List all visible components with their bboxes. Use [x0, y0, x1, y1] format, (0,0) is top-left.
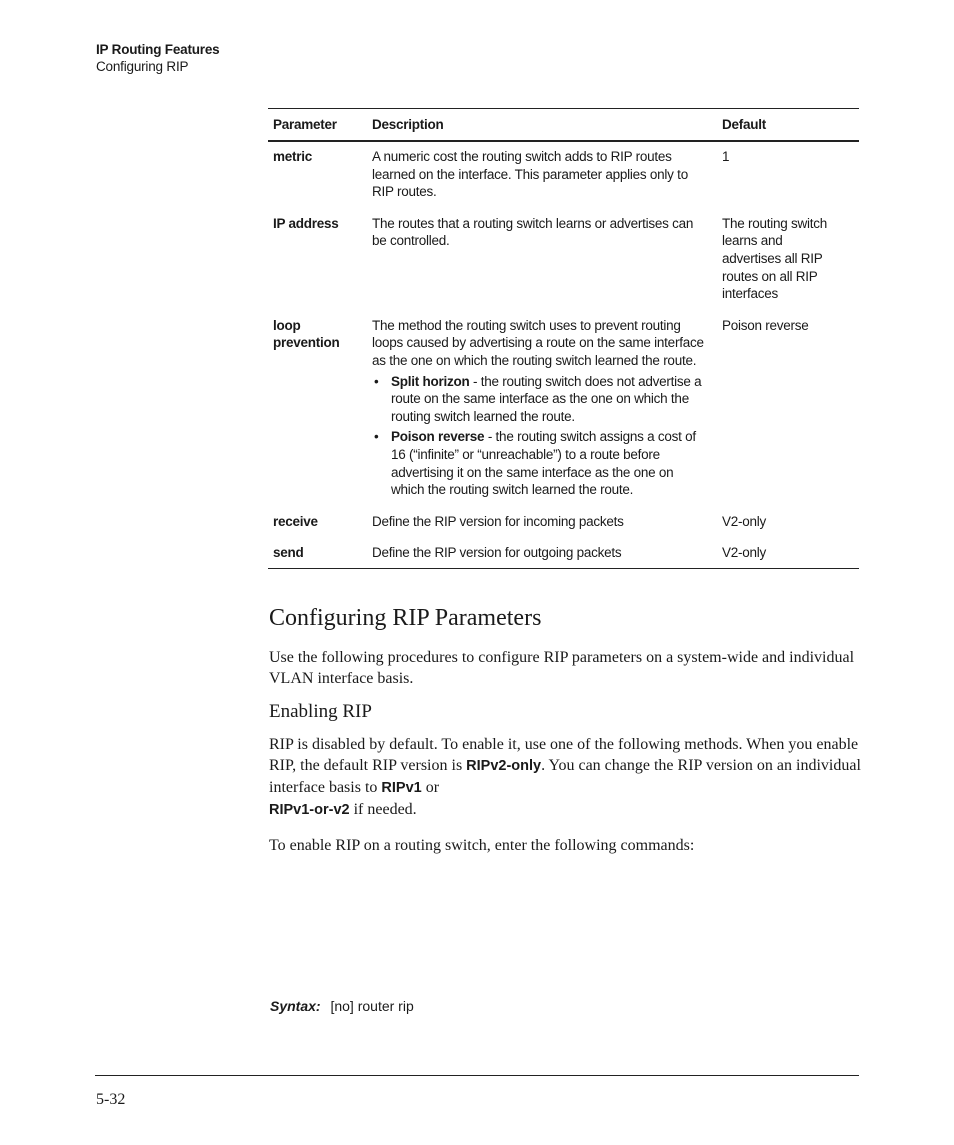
table-header-row [268, 109, 859, 142]
subsection-heading: Enabling RIP [269, 701, 372, 722]
syntax-label: Syntax: [270, 998, 321, 1014]
table-row [268, 310, 859, 509]
column-header-parameter: Parameter [273, 116, 337, 132]
parameter-cell: metric [273, 149, 313, 164]
bullet-text: - the routing switch does not advertise a route on the same interface as the one on which the routing switch learned the route. [391, 373, 702, 424]
table-row [268, 537, 859, 568]
enabling-rip-paragraph [269, 734, 861, 821]
description-cell: Define the RIP version for incoming packets [372, 513, 624, 529]
bullet-term: Split horizon [391, 373, 470, 389]
table-row [268, 142, 859, 208]
paragraph-text: . You can change the RIP version on an individual interface basis to [269, 757, 861, 796]
chapter-title: IP Routing Features [96, 42, 220, 57]
section-intro: Use the following procedures to configure RIP parameters on a system-wide and individual VLAN interface basis. [269, 649, 855, 687]
bullet-list [372, 373, 708, 499]
description-cell: The routes that a routing switch learns or advertises can be controlled. [372, 215, 694, 249]
bullet-text: - the routing switch assigns a cost of 16 (“infinite” or “unreachable”) to a route before advertising it on the same interface as the one on which the routing switch learned the route. [391, 429, 696, 498]
syntax-command: [no] router rip [330, 998, 414, 1014]
description-text: The method the routing switch uses to prevent routing loops caused by advertising a route on the same interface as the one on which the routing switch learned the route. [372, 317, 704, 368]
default-cell: V2-only [722, 545, 767, 561]
table-row [268, 509, 859, 538]
parameter-cell: receive [273, 513, 318, 529]
keyword-ripv1: RIPv1 [381, 780, 422, 796]
default-cell: 1 [722, 149, 730, 164]
default-cell: Poison reverse [722, 317, 809, 333]
table-row [268, 208, 859, 310]
section-heading: Configuring RIP Parameters [269, 605, 542, 631]
parameter-cell: loop prevention [273, 317, 340, 351]
parameter-table [268, 108, 859, 569]
keyword-ripv1-or-v2: RIPv1-or-v2 [269, 802, 350, 818]
parameter-cell: send [273, 545, 304, 561]
syntax-line [270, 997, 414, 1015]
default-cell: V2-only [722, 513, 767, 529]
bullet-term: Poison reverse [391, 429, 485, 445]
column-header-default: Default [722, 116, 767, 132]
paragraph-text: if needed. [349, 801, 417, 818]
running-head [96, 41, 219, 75]
section-title: Configuring RIP [96, 59, 189, 74]
paragraph-text: RIP is disabled by default. To enable it, use one of the following methods. When you enable RIP, the default RIP version is [269, 736, 859, 774]
column-header-description: Description [372, 116, 444, 132]
description-cell [372, 317, 716, 502]
default-cell: The routing switch learns and advertises all RIP routes on all RIP interfaces [722, 215, 828, 302]
paragraph-text: or [421, 779, 440, 796]
description-cell: A numeric cost the routing switch adds to RIP routes learned on the interface. This parameter applies only to RIP routes. [372, 149, 688, 200]
instruction-paragraph: To enable RIP on a routing switch, enter the following commands: [269, 837, 695, 854]
description-cell: Define the RIP version for outgoing packets [372, 545, 622, 561]
footer-divider [95, 1075, 859, 1076]
parameter-cell: IP address [273, 215, 339, 231]
list-item [372, 428, 708, 498]
list-item [372, 373, 708, 426]
page-number: 5-32 [96, 1091, 126, 1108]
keyword-ripv2-only: RIPv2-only [466, 758, 542, 774]
